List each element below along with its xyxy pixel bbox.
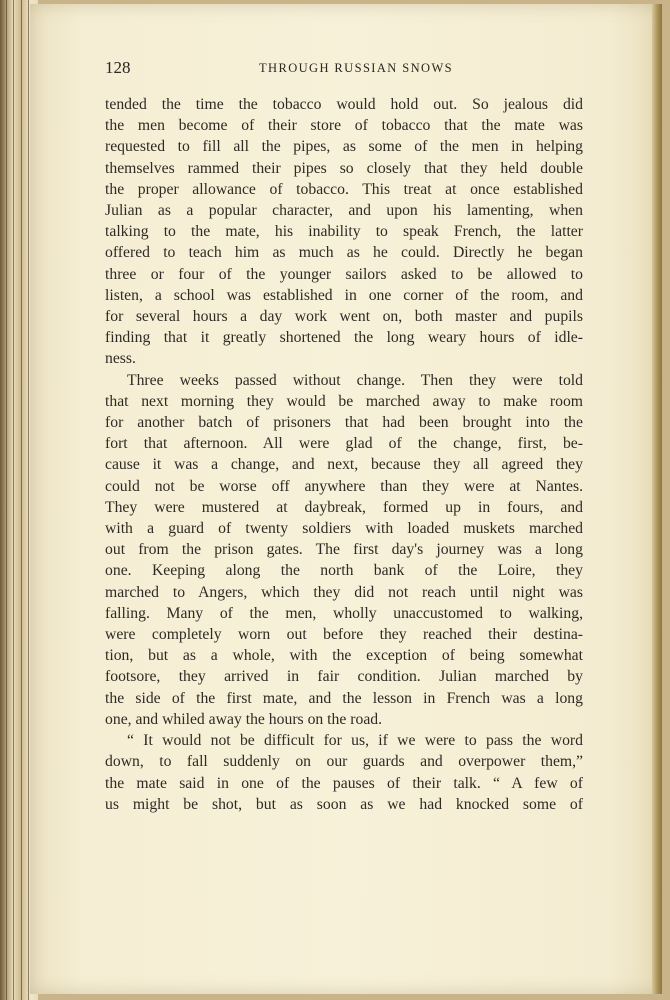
- text-line: were completely worn out before they reached their destina-: [105, 626, 583, 644]
- text-line: for several hours a day work went on, both master and pupils: [105, 308, 583, 326]
- text-line: marched to Angers, which they did not reach until night was: [105, 583, 583, 601]
- text-line: footsore, they arrived in fair condition. Julian marched by: [105, 668, 583, 686]
- text-line: falling. Many of the men, wholly unaccustomed to walking,: [105, 604, 583, 622]
- text-line: cause it was a change, and next, because they all agreed they: [105, 456, 583, 474]
- page-edge: [652, 4, 662, 994]
- text-line: one, and whiled away the hours on the road.: [105, 710, 383, 728]
- page-header: [105, 58, 585, 82]
- text-line: Three weeks passed without change. Then they were told: [127, 371, 583, 389]
- text-line: finding that it greatly shortened the long weary hours of idle-: [105, 329, 583, 347]
- text-line: tended the time the tobacco would hold out. So jealous did: [105, 96, 583, 113]
- text-line: could not be worse off anywhere than they were at Nantes.: [105, 477, 583, 495]
- text-line: for another batch of prisoners that had been brought into the: [105, 414, 583, 432]
- body-text: [105, 94, 583, 815]
- text-line: out from the prison gates. The first day's journey was a long: [105, 541, 583, 559]
- text-line: the men become of their store of tobacco that the mate was: [105, 117, 583, 135]
- text-line: down, to fall suddenly on our guards and overpower them,”: [105, 753, 583, 771]
- text-line: offered to teach him as much as he could. Directly he began: [105, 244, 583, 262]
- text-line: the mate said in one of the pauses of their talk. “ A few of: [105, 774, 583, 792]
- text-line: us might be shot, but as soon as we had knocked some of: [105, 795, 583, 813]
- text-line: Julian as a popular character, and upon his lamenting, when: [105, 202, 583, 220]
- text-line: three or four of the younger sailors asked to be allowed to: [105, 265, 583, 283]
- text-line: that next morning they would be marched away to make room: [105, 392, 583, 410]
- text-line: requested to fill all the pipes, as some of the men in helping: [105, 138, 583, 156]
- text-line: the proper allowance of tobacco. This treat at once established: [105, 180, 583, 198]
- text-line: themselves rammed their pipes so closely that they held double: [105, 159, 583, 177]
- binding-line: [6, 0, 7, 1000]
- binding-line: [13, 0, 14, 1000]
- binding-line: [21, 0, 22, 1000]
- text-line: “ It would not be difficult for us, if we were to pass the word: [127, 732, 583, 750]
- text-line: They were mustered at daybreak, formed up in fours, and: [105, 498, 583, 516]
- text-line: talking to the mate, his inability to speak French, the latter: [105, 223, 583, 241]
- text-line: listen, a school was established in one corner of the room, and: [105, 286, 583, 304]
- binding-line: [28, 0, 29, 1000]
- text-line: ness.: [105, 350, 136, 368]
- page-number: 128: [105, 58, 131, 77]
- running-title: THROUGH RUSSIAN SNOWS: [259, 61, 453, 75]
- text-line: the side of the first mate, and the lesson in French was a long: [105, 689, 583, 707]
- text-line: one. Keeping along the north bank of the Loire, they: [105, 562, 583, 580]
- text-line: fort that afternoon. All were glad of the change, first, be-: [105, 435, 583, 453]
- text-line: tion, but as a whole, with the exception of being somewhat: [105, 647, 583, 665]
- text-line: with a guard of twenty soldiers with loaded muskets marched: [105, 520, 583, 538]
